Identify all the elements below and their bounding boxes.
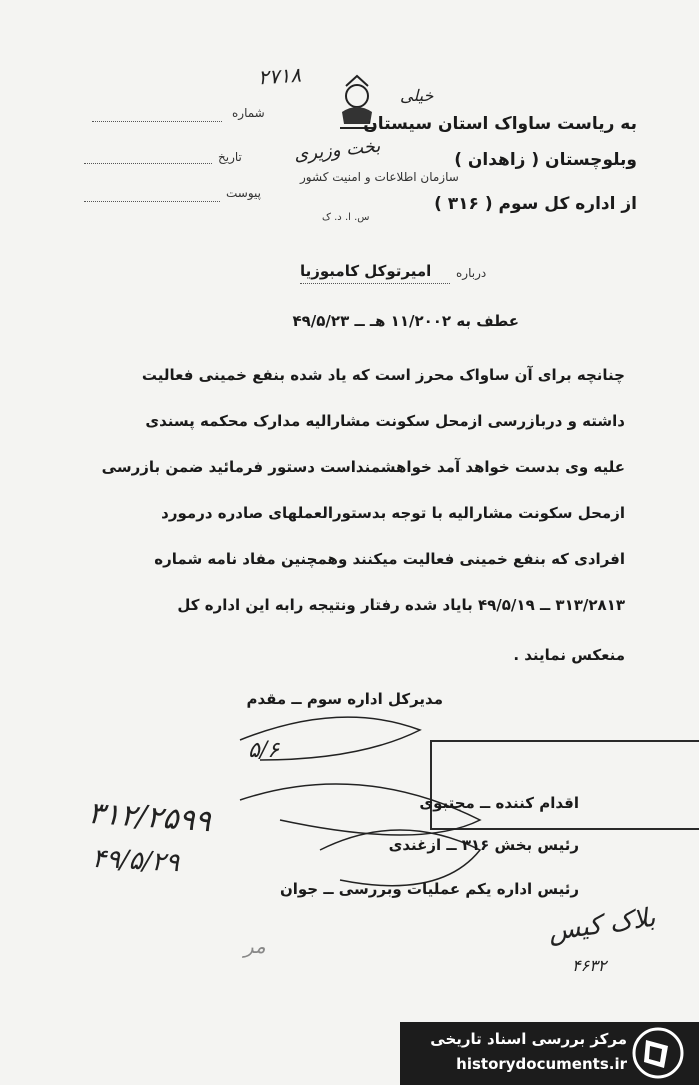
top-note: خیلی: [400, 86, 434, 105]
body-line-5: افرادی که بنفع خمینی فعالیت میکنند وهمچنین مفاد نامه شماره: [154, 550, 625, 568]
number-label: شماره: [232, 106, 265, 120]
subject-line: [300, 282, 450, 284]
handwritten-register-date: ۴۹/۵/۲۹: [91, 843, 181, 879]
date-field-line: [84, 162, 212, 164]
watermark-title: مرکز بررسی اسناد تاریخی: [430, 1030, 627, 1048]
body-line-1: چنانچه برای آن ساواک محرز است که یاد شده بنفع خمینی فعالیت: [141, 366, 625, 384]
date-label: تاریخ: [218, 150, 242, 164]
action-officer-signature: اقدام کننده ــ مجتبوی: [419, 794, 579, 812]
subject-label: درباره: [456, 266, 487, 280]
emblem-code: س. ا. د. ک: [322, 212, 370, 223]
attachment-label: پیوست: [226, 186, 261, 200]
archive-logo-icon: [630, 1026, 686, 1080]
top-handwritten-number: ۲۷۱۸: [257, 62, 302, 90]
body-line-3: علیه وی بدست خواهد آمد خواهشمنداست دستور فرمائید ضمن بازرسی: [101, 458, 625, 476]
handwritten-register-number: ۳۱۲/۲۵۹۹: [86, 795, 212, 840]
dept-head-signature: رئیس اداره یکم عملیات وبررسی ــ جوان: [279, 880, 579, 898]
reference-line: عطف به ۱۱/۲۰۰۲ هـ ــ ۴۹/۵/۲۳: [292, 312, 519, 330]
handwritten-signature-right: بلاک کیس: [546, 902, 658, 948]
body-line-2: داشته و دربازرسی ازمحل سکونت مشارالیه مدارک محکمه پسندی: [145, 412, 625, 430]
number-field-line: [92, 120, 222, 122]
emblem-script: بخت وزیری: [293, 135, 382, 166]
attachment-field-line: [84, 200, 220, 202]
watermark-url[interactable]: historydocuments.ir: [456, 1055, 627, 1073]
body-line-4: ازمحل سکونت مشارالیه با توجه بدستورالعملهای صادره درمورد: [161, 504, 625, 522]
header-line-2: وبلوچستان ( زاهدان ): [454, 150, 637, 170]
handwritten-note-mid: ۵/۶: [248, 738, 280, 763]
header-line-1: به ریاست ساواک استان سیستان: [363, 114, 637, 134]
subject-value: امیرتوکل کامبوزیا: [300, 262, 432, 280]
director-signature: مدیرکل اداره سوم ــ مقدم: [246, 690, 443, 708]
body-line-7: منعکس نمایند .: [513, 646, 625, 664]
faint-mark: مر: [244, 934, 266, 958]
header-line-3: از اداره کل سوم ( ۳۱۶ ): [434, 194, 637, 214]
section-head-signature: رئیس بخش ۳۱۶ ــ ازغندی: [388, 836, 579, 854]
emblem-subtitle: سازمان اطلاعات و امنیت کشور: [300, 170, 459, 184]
body-line-6: ۳۱۳/۲۸۱۳ ــ ۴۹/۵/۱۹ بایاد شده رفتار ونتیجه رابه این اداره کل: [177, 596, 625, 614]
handwritten-signature-number: ۴۶۳۲: [572, 956, 607, 975]
